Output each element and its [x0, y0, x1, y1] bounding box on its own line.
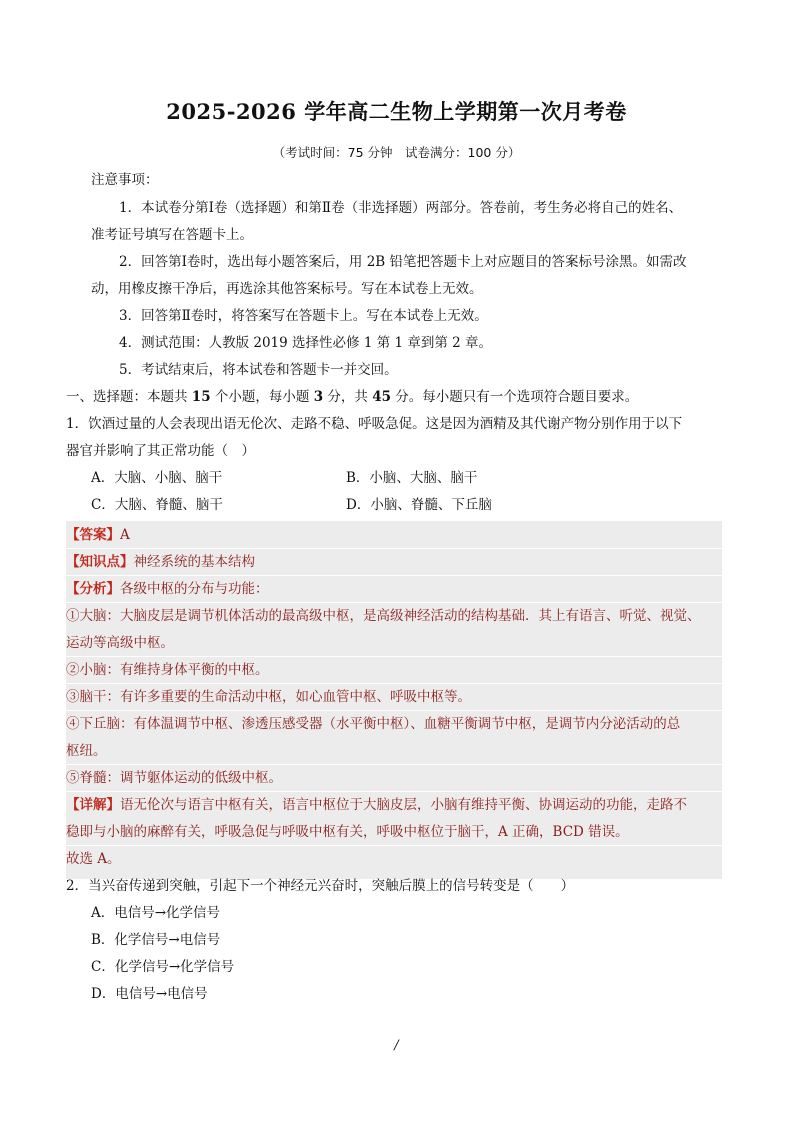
notice-line: 1．本试卷分第Ⅰ卷（选择题）和第Ⅱ卷（非选择题）两部分。答卷前，考生务必将自己的姓名、 [119, 200, 683, 216]
page-number: / [394, 1038, 399, 1053]
q1-option-a: A．大脑、小脑、脑干 [91, 470, 223, 486]
exam-title: 2025-2026 学年高二生物上学期第一次月考卷 [166, 99, 627, 124]
detail-value: 语无伦次与语言中枢有关，语言中枢位于大脑皮层，小脑有维持平衡、协调运动的功能，走路不 [120, 797, 687, 813]
analysis-point: ②小脑：有维持身体平衡的中枢。 [66, 662, 269, 678]
answer-divider [66, 602, 722, 603]
analysis-point: ⑤脊髓：调节躯体运动的低级中枢。 [66, 770, 282, 786]
notice-line: 准考证号填写在答题卡上。 [91, 227, 253, 243]
section-suffix: 分。每小题只有一个选项符合题目要求。 [390, 389, 639, 405]
answer-divider [66, 683, 722, 684]
knowledge-value: 神经系统的基本结构 [133, 554, 255, 570]
section-prefix: 一、选择题：本题共 [66, 389, 192, 405]
q2-stem: 2．当兴奋传递到突触，引起下一个神经元兴奋时，突触后膜上的信号转变是（ ） [66, 878, 575, 894]
answer-divider [66, 764, 722, 765]
analysis-value: 各级中枢的分布与功能： [120, 581, 269, 597]
q1-option-c: C．大脑、脊髓、脑干 [91, 497, 223, 513]
section-total: 45 [372, 389, 391, 405]
answer-divider [66, 575, 722, 576]
answer-divider [66, 845, 722, 846]
section-mid1: 个小题，每小题 [210, 389, 314, 405]
knowledge-tag: 【知识点】 [66, 554, 134, 570]
q1-detail-line1 [66, 795, 687, 815]
detail-tag: 【详解】 [66, 797, 120, 813]
exam-subtitle: （考试时间：75 分钟 试卷满分：100 分） [272, 145, 521, 160]
q1-detail-line2: 稳即与小脑的麻醉有关，呼吸急促与呼吸中枢有关，呼吸中枢位于脑干，A 正确，BCD 错误。 [66, 824, 629, 840]
q1-stem-line1: 1．饮酒过量的人会表现出语无伦次、走路不稳、呼吸急促。这是因为酒精及其代谢产物分别作用于以下 [66, 416, 683, 432]
q2-option-c: C．化学信号→化学信号 [91, 959, 235, 975]
answer-divider [66, 656, 722, 657]
notice-line: 4．测试范围：人教版 2019 选择性必修 1 第 1 章到第 2 章。 [119, 335, 493, 351]
notice-line: 动，用橡皮擦干净后，再选涂其他答案标号。写在本试卷上无效。 [91, 281, 483, 297]
analysis-point: ④下丘脑：有体温调节中枢、渗透压感受器（水平衡中枢）、血糖平衡调节中枢，是调节内分泌活动的总 [66, 716, 681, 732]
analysis-point: ③脑干：有许多重要的生命活动中枢，如心血管中枢、呼吸中枢等。 [66, 689, 471, 705]
section-heading [66, 387, 638, 407]
answer-divider [66, 710, 722, 711]
q1-stem-line2: 器官并影响了其正常功能（ ） [66, 443, 255, 459]
q2-option-b: B．化学信号→电信号 [91, 932, 221, 948]
notice-line: 5．考试结束后，将本试卷和答题卡一并交回。 [119, 362, 398, 378]
q1-knowledge [66, 552, 255, 572]
q1-option-b: B．小脑、大脑、脑干 [346, 470, 478, 486]
q1-analysis [66, 579, 269, 599]
notice-line: 2．回答第Ⅰ卷时，选出每小题答案后，用 2B 铅笔把答题卡上对应题目的答案标号涂黑。如需改 [119, 254, 687, 270]
section-count: 15 [191, 389, 211, 405]
notice-heading: 注意事项： [91, 172, 159, 188]
analysis-tag: 【分析】 [66, 581, 120, 597]
analysis-point: ①大脑：大脑皮层是调节机体活动的最高级中枢，是高级神经活动的结构基础．其上有语言、听觉、视觉、 [66, 608, 701, 624]
section-mid2: 分，共 [323, 389, 373, 405]
analysis-point: 运动等高级中枢。 [66, 635, 174, 651]
notice-line: 3．回答第Ⅱ卷时，将答案写在答题卡上。写在本试卷上无效。 [119, 308, 488, 324]
section-score: 3 [313, 389, 324, 405]
q2-option-d: D．电信号→电信号 [91, 986, 208, 1002]
answer-divider [66, 791, 722, 792]
q2-option-a: A．电信号→化学信号 [91, 905, 221, 921]
q1-conclusion: 故选 A。 [66, 851, 121, 867]
q1-answer [66, 525, 130, 545]
answer-divider [66, 548, 722, 549]
q1-option-d: D．小脑、脊髓、下丘脑 [346, 497, 492, 513]
answer-tag: 【答案】 [66, 527, 120, 543]
answer-value: A [120, 527, 130, 543]
analysis-point: 枢纽。 [66, 743, 107, 759]
